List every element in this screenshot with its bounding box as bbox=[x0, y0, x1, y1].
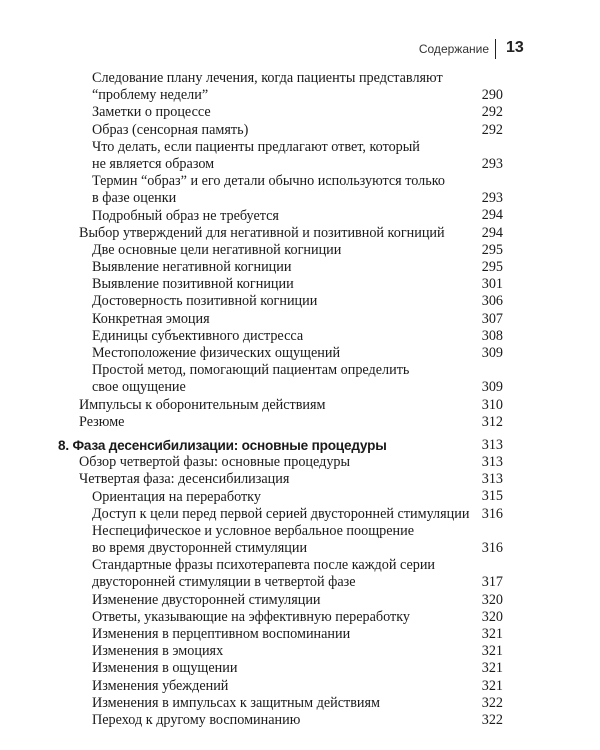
toc-entry bbox=[0, 259, 600, 276]
toc-entry-title: Резюме bbox=[79, 413, 125, 430]
toc-entry bbox=[0, 208, 600, 225]
toc-entry-title: Обзор четвертой фазы: основные процедуры bbox=[79, 454, 351, 471]
toc-entry-title: во время двусторонней стимуляции bbox=[92, 540, 308, 557]
toc-entry bbox=[0, 173, 600, 207]
toc-entry bbox=[0, 557, 600, 591]
toc-entry-title: Стандартные фразы психотерапевта после каждой серии bbox=[92, 557, 436, 574]
toc-entry-title: двусторонней стимуляции в четвертой фазе bbox=[92, 574, 356, 591]
toc-entry-title: Изменения в ощущении bbox=[92, 660, 238, 677]
toc-entry-page: 292 bbox=[481, 104, 503, 121]
toc-entry bbox=[0, 345, 600, 362]
toc-entry-page: 306 bbox=[481, 293, 503, 310]
toc-entry-title: Доступ к цели перед первой серией двусторонней стимуляции bbox=[92, 505, 470, 522]
toc-entry bbox=[0, 678, 600, 695]
toc-entry-page: 321 bbox=[481, 625, 503, 642]
toc-entry bbox=[0, 225, 600, 242]
toc-entry-title: Изменения в перцептивном воспоминании bbox=[92, 626, 351, 642]
toc-entry bbox=[0, 660, 600, 677]
toc-entry-page: 301 bbox=[481, 276, 503, 293]
toc-entry-title: в фазе оценки bbox=[92, 190, 177, 207]
toc-entry bbox=[0, 523, 600, 557]
toc-entry-page: 317 bbox=[481, 574, 503, 591]
toc-entry-page: 313 bbox=[481, 471, 503, 488]
toc-entry bbox=[0, 293, 600, 310]
toc-entry-page: 295 bbox=[481, 259, 503, 276]
running-header bbox=[0, 38, 600, 60]
toc-entry-page: 295 bbox=[481, 241, 503, 258]
table-of-contents bbox=[0, 70, 600, 729]
toc-entry-page: 322 bbox=[481, 711, 503, 728]
toc-entry-page: 307 bbox=[481, 310, 503, 327]
toc-entry-page: 308 bbox=[481, 327, 503, 344]
toc-entry-page: 313 bbox=[481, 454, 503, 471]
toc-entry bbox=[0, 311, 600, 328]
toc-entry-page: 316 bbox=[481, 540, 503, 557]
toc-entry-title: Ответы, указывающие на эффективную переработку bbox=[92, 608, 411, 625]
toc-entry bbox=[0, 414, 600, 431]
toc-entry bbox=[0, 139, 600, 173]
toc-entry-title: Четвертая фаза: десенсибилизация bbox=[79, 471, 290, 488]
toc-entry-page: 315 bbox=[481, 488, 503, 505]
toc-entry bbox=[0, 70, 600, 104]
toc-entry-page: 321 bbox=[481, 643, 503, 660]
toc-entry-title: Подробный образ не требуется bbox=[92, 207, 279, 224]
toc-entry-title: Следование плану лечения, когда пациенты представляют bbox=[92, 70, 443, 86]
toc-entry-page: 316 bbox=[481, 505, 503, 522]
toc-entry bbox=[0, 489, 600, 506]
toc-entry bbox=[0, 506, 600, 523]
toc-entry-page: 320 bbox=[481, 591, 503, 608]
toc-entry-page: 309 bbox=[481, 379, 503, 396]
toc-entry-page: 322 bbox=[481, 694, 503, 711]
toc-entry-title: Переход к другому воспоминанию bbox=[92, 711, 301, 728]
toc-chapter bbox=[0, 437, 600, 454]
toc-entry-title: Изменения в эмоциях bbox=[92, 643, 224, 660]
toc-entry-page: 293 bbox=[481, 190, 503, 207]
toc-entry-title: Что делать, если пациенты предлагают ответ, который bbox=[92, 138, 420, 155]
toc-entry-page: 294 bbox=[481, 207, 503, 224]
toc-entry-title: 8. Фаза десенсибилизации: основные процедуры bbox=[58, 437, 387, 453]
toc-entry-page: 309 bbox=[481, 344, 503, 361]
toc-entry-page: 321 bbox=[481, 677, 503, 694]
toc-entry-title: Конкретная эмоция bbox=[92, 310, 210, 327]
toc-entry-title: Простой метод, помогающий пациентам определить bbox=[92, 362, 410, 379]
toc-entry-title: Выявление негативной когниции bbox=[92, 259, 292, 276]
toc-entry-title: Выбор утверждений для негативной и позитивной когниций bbox=[79, 224, 445, 241]
toc-entry-title: Термин “образ” и его детали обычно используются только bbox=[92, 173, 445, 190]
toc-entry bbox=[0, 397, 600, 414]
toc-entry-page: 310 bbox=[481, 396, 503, 413]
toc-entry-title: Изменения убеждений bbox=[92, 677, 229, 694]
toc-entry bbox=[0, 712, 600, 729]
toc-entry bbox=[0, 328, 600, 345]
toc-entry-title: Изменения в импульсах к защитным действиям bbox=[92, 694, 381, 711]
toc-entry bbox=[0, 104, 600, 121]
toc-entry-page: 313 bbox=[481, 436, 503, 453]
toc-entry bbox=[0, 626, 600, 643]
toc-entry bbox=[0, 643, 600, 660]
header-divider bbox=[495, 39, 496, 59]
toc-entry-page: 292 bbox=[481, 121, 503, 138]
toc-entry bbox=[0, 454, 600, 471]
toc-entry-title: Местоположение физических ощущений bbox=[92, 345, 341, 361]
toc-entry-page: 290 bbox=[481, 87, 503, 104]
toc-entry-page: 293 bbox=[481, 155, 503, 172]
toc-entry-title: Изменение двусторонней стимуляции bbox=[92, 591, 321, 608]
toc-entry-title: Неспецифическое и условное вербальное поощрение bbox=[92, 522, 415, 539]
page-number: 13 bbox=[506, 39, 524, 56]
toc-entry bbox=[0, 276, 600, 293]
toc-entry-title: Образ (сенсорная память) bbox=[92, 121, 249, 138]
toc-entry-title: Ориентация на переработку bbox=[92, 488, 261, 505]
toc-entry-title: Две основные цели негативной когниции bbox=[92, 241, 342, 258]
toc-entry-page: 321 bbox=[481, 660, 503, 677]
toc-entry-page: 312 bbox=[481, 413, 503, 430]
toc-entry-title: Достоверность позитивной когниции bbox=[92, 293, 318, 310]
toc-entry-title: не является образом bbox=[92, 155, 215, 172]
toc-entry bbox=[0, 695, 600, 712]
toc-entry-title: Заметки о процессе bbox=[92, 104, 211, 121]
toc-entry-title: Выявление позитивной когниции bbox=[92, 276, 294, 293]
toc-entry-title: Импульсы к оборонительным действиям bbox=[79, 396, 326, 413]
running-header-section: Содержание bbox=[418, 42, 489, 56]
toc-entry-title: Единицы субъективного дистресса bbox=[92, 327, 304, 344]
toc-entry-title: “проблему недели” bbox=[92, 87, 209, 104]
toc-entry bbox=[0, 242, 600, 259]
toc-entry bbox=[0, 609, 600, 626]
toc-entry-page: 294 bbox=[481, 224, 503, 241]
toc-entry-page: 320 bbox=[481, 608, 503, 625]
toc-entry bbox=[0, 362, 600, 396]
toc-entry bbox=[0, 122, 600, 139]
toc-entry-title: свое ощущение bbox=[92, 379, 186, 396]
toc-entry bbox=[0, 592, 600, 609]
toc-entry bbox=[0, 471, 600, 488]
